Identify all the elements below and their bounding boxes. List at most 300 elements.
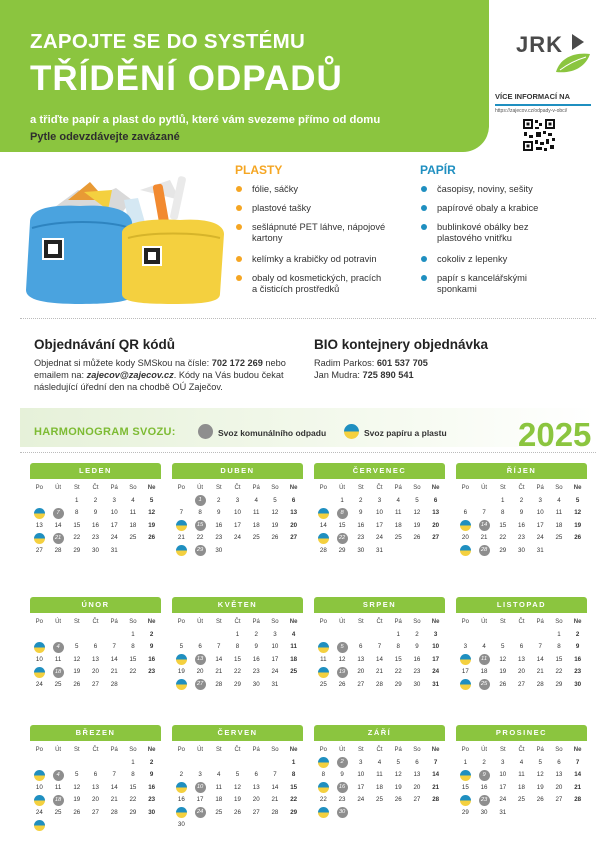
day-cell: 18: [555, 521, 563, 529]
day-cell: 6: [433, 496, 438, 504]
empty-cell: [531, 629, 550, 642]
day-cell: 9: [93, 509, 98, 516]
day-cell: 16: [518, 521, 525, 529]
day-cell: 29: [394, 680, 402, 688]
month-calendar: [30, 725, 161, 832]
day-cell: 31: [499, 808, 507, 816]
day-cell: 4: [217, 771, 221, 778]
day-cell: 17: [271, 655, 279, 663]
day-cell: [172, 545, 191, 558]
weekday-label: So: [271, 747, 279, 753]
papir-item: papírové obaly a krabice: [420, 203, 590, 214]
day-cell: 3: [538, 496, 542, 504]
day-cell: 28: [271, 808, 279, 816]
empty-cell: [172, 629, 191, 642]
more-info-url[interactable]: https://zajecov.cz/odpady-v-obci/: [495, 108, 568, 114]
day-cell: 30: [252, 680, 260, 688]
weekday-label: Čt: [234, 747, 241, 753]
day-cell: [191, 545, 210, 558]
empty-cell: [314, 495, 333, 508]
day-cell: 14: [271, 783, 279, 791]
weekday-label: St: [499, 747, 506, 753]
weekday-label: Pá: [536, 485, 544, 491]
weekday-label: Po: [319, 747, 328, 753]
empty-cell: [228, 757, 247, 770]
weekday-label: Ne: [431, 747, 440, 753]
header-line1: ZAPOJTE SE DO SYSTÉMU: [30, 30, 306, 53]
bio-phone[interactable]: 601 537 705: [376, 358, 428, 368]
papir-plast-pickup-marker: [176, 520, 187, 531]
komunal-pickup-marker: 29: [195, 545, 206, 556]
komunal-pickup-marker: 25: [479, 679, 490, 690]
weekday-label: Pá: [252, 619, 260, 625]
weekday-label: Čt: [376, 485, 383, 491]
month-calendar: [172, 725, 303, 832]
day-cell: [333, 757, 352, 770]
day-cell: 17: [432, 655, 440, 663]
day-cell: 23: [338, 796, 346, 803]
day-cell: [49, 507, 68, 520]
day-cell: 13: [290, 509, 298, 516]
day-cell: 30: [215, 546, 223, 554]
day-cell: 18: [252, 521, 260, 529]
papir-plast-pickup-marker: [460, 654, 471, 665]
empty-cell: [475, 495, 494, 508]
day-cell: 26: [271, 534, 279, 541]
day-cell: 30: [480, 808, 488, 816]
weekday-label: Po: [461, 747, 470, 753]
day-cell: 4: [254, 496, 258, 504]
day-cell: [30, 666, 49, 679]
day-cell: 8: [235, 643, 240, 650]
day-cell: 19: [394, 783, 402, 791]
empty-cell: [191, 757, 210, 770]
month-calendar: [30, 597, 161, 691]
day-cell: 4: [377, 758, 382, 766]
day-cell: 22: [196, 534, 204, 541]
qr-order-email[interactable]: zajecov@zajecov.cz: [86, 370, 174, 380]
day-cell: 15: [499, 521, 507, 529]
day-cell: [314, 782, 333, 795]
day-cell: 29: [338, 546, 346, 554]
day-cell: [475, 679, 494, 692]
empty-cell: [370, 629, 389, 642]
empty-cell: [172, 757, 191, 770]
day-cell: 18: [376, 783, 383, 791]
day-cell: 6: [463, 509, 468, 516]
papir-plast-pickup-marker: [460, 795, 471, 806]
weekday-label: Út: [339, 747, 346, 753]
papir-plast-legend-icon: [344, 424, 359, 439]
day-cell: 19: [499, 668, 507, 675]
day-cell: 21: [271, 796, 279, 803]
komunal-pickup-marker: 30: [337, 807, 348, 818]
jrk-logo: [516, 30, 592, 78]
day-cell: 30: [518, 546, 525, 554]
day-cell: 21: [480, 534, 488, 541]
bio-order-text: Radim Parkos: 601 537 705 Jan Mudra: 725 890 541: [314, 358, 428, 380]
day-cell: 10: [35, 655, 43, 663]
day-cell: 5: [149, 496, 154, 504]
day-cell: 2: [575, 630, 580, 638]
harmonogram-title: HARMONOGRAM SVOZU:: [34, 426, 176, 438]
day-cell: 2: [149, 758, 154, 766]
weekday-label: Pá: [110, 747, 118, 753]
day-cell: 14: [215, 655, 223, 663]
day-cell: 2: [359, 496, 363, 504]
day-cell: 12: [574, 509, 582, 516]
day-cell: 30: [574, 680, 582, 688]
day-cell: 20: [555, 783, 563, 791]
empty-cell: [30, 757, 49, 770]
day-cell: 27: [555, 796, 563, 803]
day-cell: 21: [110, 668, 118, 675]
weekday-label: St: [215, 747, 222, 753]
day-cell: 11: [54, 783, 62, 791]
month-name: ŘÍJEN: [456, 463, 587, 479]
month-name: BŘEZEN: [30, 725, 161, 741]
empty-cell: [266, 757, 285, 770]
komunal-pickup-marker: 22: [337, 533, 348, 544]
day-cell: 3: [359, 758, 363, 766]
weekday-label: Ne: [147, 619, 156, 625]
day-cell: [314, 807, 333, 820]
day-cell: [30, 794, 49, 807]
day-cell: 14: [110, 783, 118, 791]
day-cell: 12: [148, 509, 156, 516]
day-cell: 5: [235, 771, 240, 778]
komunal-pickup-marker: 7: [53, 508, 64, 519]
day-cell: 30: [357, 546, 365, 554]
day-cell: [30, 507, 49, 520]
day-cell: [333, 641, 352, 654]
day-cell: 14: [110, 655, 118, 663]
plasty-item: fólie, sáčky: [235, 184, 410, 195]
day-cell: 24: [432, 668, 440, 675]
day-cell: 24: [35, 808, 43, 816]
weekday-label: Út: [197, 747, 204, 753]
day-cell: 11: [518, 771, 525, 778]
day-cell: [456, 520, 475, 533]
day-cell: 20: [357, 668, 365, 675]
day-cell: [49, 532, 68, 545]
day-cell: 13: [357, 655, 365, 663]
empty-cell: [67, 629, 86, 642]
empty-cell: [49, 629, 68, 642]
header-note: Pytle odevzdávejte zavázané: [30, 131, 180, 143]
weekday-label: Ne: [147, 747, 156, 753]
weekday-label: So: [129, 747, 137, 753]
day-cell: 4: [396, 496, 400, 504]
day-cell: 5: [75, 643, 79, 650]
weekday-label: Čt: [376, 747, 383, 753]
day-cell: [456, 794, 475, 807]
header-subtitle: a třiďte papír a plast do pytlů, které vám svezeme přímo od domu: [30, 114, 381, 126]
day-cell: 24: [110, 534, 118, 541]
empty-cell: [209, 629, 228, 642]
komunal-pickup-marker: 23: [479, 795, 490, 806]
komunal-pickup-marker: 28: [479, 545, 490, 556]
day-cell: 10: [432, 643, 440, 650]
day-cell: 1: [396, 630, 400, 638]
weekday-label: St: [499, 619, 506, 625]
day-cell: 14: [376, 655, 383, 663]
weekday-label: So: [555, 619, 563, 625]
day-cell: 28: [110, 808, 118, 816]
weekday-label: So: [413, 747, 421, 753]
day-cell: 20: [413, 783, 421, 791]
day-cell: 28: [536, 680, 544, 688]
day-cell: 20: [518, 668, 525, 675]
day-cell: 7: [112, 771, 116, 778]
weekday-label: Po: [461, 619, 470, 625]
empty-cell: [49, 495, 68, 508]
empty-cell: [105, 757, 124, 770]
day-cell: 16: [148, 783, 156, 791]
day-cell: 26: [413, 534, 421, 541]
empty-cell: [30, 495, 49, 508]
day-cell: 23: [215, 534, 223, 541]
day-cell: 11: [290, 643, 297, 650]
komunal-pickup-marker: 14: [479, 520, 490, 531]
day-cell: [172, 782, 191, 795]
day-cell: 26: [338, 680, 346, 688]
divider: [20, 452, 596, 453]
weekday-label: Pá: [536, 747, 544, 753]
day-cell: 1: [131, 758, 135, 766]
day-cell: 26: [73, 808, 81, 816]
day-cell: 4: [291, 630, 296, 638]
empty-cell: [105, 629, 124, 642]
papir-plast-pickup-marker: [318, 757, 329, 768]
komunal-pickup-marker: 8: [337, 508, 348, 519]
day-cell: 11: [555, 509, 563, 516]
plasty-item: plastové tašky: [235, 203, 410, 214]
day-cell: 27: [357, 680, 365, 688]
weekday-label: Po: [177, 619, 186, 625]
empty-cell: [49, 757, 68, 770]
weekday-label: Po: [319, 485, 328, 491]
month-calendar: [314, 597, 445, 691]
weekday-label: So: [413, 485, 421, 491]
day-cell: 22: [129, 668, 137, 675]
day-cell: 18: [129, 521, 137, 529]
weekday-label: Čt: [518, 747, 525, 753]
day-cell: 9: [149, 771, 154, 778]
day-cell: 1: [75, 496, 79, 504]
komunal-pickup-marker: 4: [53, 770, 64, 781]
papir-plast-pickup-marker: [318, 642, 329, 653]
weekday-label: Čt: [518, 619, 525, 625]
day-cell: 10: [357, 771, 365, 778]
papir-title: PAPÍR: [420, 163, 456, 177]
qr-order-phone[interactable]: 702 172 269: [211, 358, 263, 368]
month-calendar: [30, 463, 161, 557]
day-cell: 6: [254, 771, 258, 778]
day-cell: 11: [394, 509, 402, 516]
weekday-label: Čt: [234, 485, 241, 491]
day-cell: 23: [413, 668, 421, 675]
day-cell: [172, 520, 191, 533]
day-cell: 31: [110, 546, 118, 554]
day-cell: 15: [555, 655, 563, 663]
day-cell: 15: [129, 655, 137, 663]
komunal-pickup-marker: 27: [195, 679, 206, 690]
weekday-label: Po: [461, 485, 470, 491]
day-cell: 27: [290, 534, 298, 541]
day-cell: 12: [73, 783, 81, 791]
papir-list: [420, 184, 590, 295]
month-calendar: [314, 463, 445, 557]
day-cell: 29: [290, 808, 298, 816]
papir-plast-pickup-marker: [460, 520, 471, 531]
papir-plast-legend-label: Svoz papíru a plastu: [364, 428, 447, 438]
day-cell: 13: [92, 783, 99, 791]
day-cell: 27: [432, 534, 440, 541]
day-cell: 23: [357, 534, 365, 541]
weekday-label: Út: [481, 747, 488, 753]
day-cell: 12: [413, 509, 421, 516]
komunal-pickup-marker: 16: [337, 782, 348, 793]
day-cell: 31: [376, 546, 383, 554]
year: 2025: [518, 416, 592, 453]
qr-code-icon[interactable]: [522, 118, 556, 152]
day-cell: [191, 520, 210, 533]
weekday-label: St: [357, 747, 364, 753]
day-cell: 17: [196, 796, 204, 803]
day-cell: 20: [290, 521, 298, 529]
bio-order-title: BIO kontejnery objednávka: [314, 337, 489, 352]
komunal-pickup-marker: 24: [195, 807, 206, 818]
weekday-label: Út: [55, 485, 62, 491]
day-cell: 11: [129, 509, 137, 516]
day-cell: 2: [179, 771, 184, 778]
weekday-label: St: [215, 485, 222, 491]
day-cell: 21: [432, 783, 440, 791]
weekday-label: Pá: [394, 747, 402, 753]
day-cell: 29: [461, 808, 469, 816]
weekday-label: St: [73, 485, 80, 491]
day-cell: [314, 532, 333, 545]
month-name: ZÁŘÍ: [314, 725, 445, 741]
empty-cell: [456, 495, 475, 508]
day-cell: 7: [377, 643, 382, 650]
day-cell: 5: [273, 496, 277, 504]
day-cell: [333, 782, 352, 795]
weekday-label: Pá: [110, 485, 118, 491]
more-info: [495, 92, 591, 114]
day-cell: 11: [54, 655, 62, 663]
day-cell: 27: [413, 796, 421, 803]
day-cell: [456, 545, 475, 558]
day-cell: 25: [518, 796, 525, 803]
day-cell: 14: [432, 771, 440, 778]
empty-cell: [456, 629, 475, 642]
day-cell: 25: [54, 680, 62, 688]
weekday-label: St: [73, 619, 80, 625]
day-cell: 15: [129, 783, 137, 791]
day-cell: 10: [271, 643, 279, 650]
day-cell: 15: [394, 655, 402, 663]
papir-plast-pickup-marker: [176, 807, 187, 818]
day-cell: 18: [394, 521, 402, 529]
day-cell: 28: [574, 796, 582, 803]
papir-plast-pickup-marker: [34, 533, 45, 544]
komunal-pickup-marker: 9: [479, 770, 490, 781]
month-name: ČERVEN: [172, 725, 303, 741]
weekday-label: St: [499, 485, 506, 491]
bio-phone[interactable]: 725 890 541: [362, 370, 414, 380]
day-cell: 24: [271, 668, 279, 675]
day-cell: 25: [394, 534, 402, 541]
day-cell: 24: [499, 796, 507, 803]
day-cell: 22: [319, 796, 327, 803]
day-cell: 26: [234, 808, 241, 816]
day-cell: [30, 819, 49, 832]
komunal-pickup-marker: 15: [195, 520, 206, 531]
day-cell: 7: [112, 643, 116, 650]
papir-plast-pickup-marker: [460, 679, 471, 690]
day-cell: 26: [394, 796, 402, 803]
day-cell: [333, 507, 352, 520]
day-cell: 25: [252, 534, 260, 541]
day-cell: [314, 757, 333, 770]
day-cell: 14: [319, 521, 327, 529]
day-cell: 21: [376, 668, 383, 675]
empty-cell: [86, 757, 105, 770]
day-cell: [49, 794, 68, 807]
komunal-pickup-marker: 4: [53, 642, 64, 653]
day-cell: 26: [536, 796, 544, 803]
day-cell: [314, 666, 333, 679]
day-cell: 3: [463, 643, 468, 650]
day-cell: 20: [92, 796, 99, 803]
day-cell: 17: [234, 521, 241, 529]
weekday-label: Út: [339, 619, 346, 625]
page-title: TŘÍDĚNÍ ODPADŮ: [30, 59, 343, 98]
day-cell: 13: [518, 655, 525, 663]
day-cell: [172, 654, 191, 667]
weekday-label: Ne: [431, 619, 440, 625]
weekday-label: Po: [35, 747, 44, 753]
day-cell: 21: [110, 796, 118, 803]
day-cell: 2: [217, 496, 221, 504]
day-cell: 3: [273, 630, 277, 638]
papir-plast-pickup-marker: [460, 770, 471, 781]
day-cell: 7: [482, 509, 486, 516]
day-cell: 21: [215, 668, 223, 675]
day-cell: 25: [555, 534, 563, 541]
day-cell: 21: [536, 668, 544, 675]
papir-plast-pickup-marker: [318, 807, 329, 818]
papir-plast-pickup-marker: [318, 508, 329, 519]
day-cell: 8: [291, 771, 296, 778]
day-cell: 10: [536, 509, 544, 516]
day-cell: 23: [574, 668, 582, 675]
papir-plast-pickup-marker: [318, 667, 329, 678]
weekday-label: So: [555, 747, 563, 753]
day-cell: 24: [35, 680, 43, 688]
weekday-label: St: [73, 747, 80, 753]
weekday-label: Pá: [536, 619, 544, 625]
month-calendar: [456, 463, 587, 557]
day-cell: 10: [234, 509, 241, 516]
empty-cell: [172, 495, 191, 508]
komunal-pickup-marker: 1: [195, 495, 206, 506]
empty-cell: [247, 757, 266, 770]
day-cell: 17: [461, 668, 469, 675]
day-cell: [475, 794, 494, 807]
